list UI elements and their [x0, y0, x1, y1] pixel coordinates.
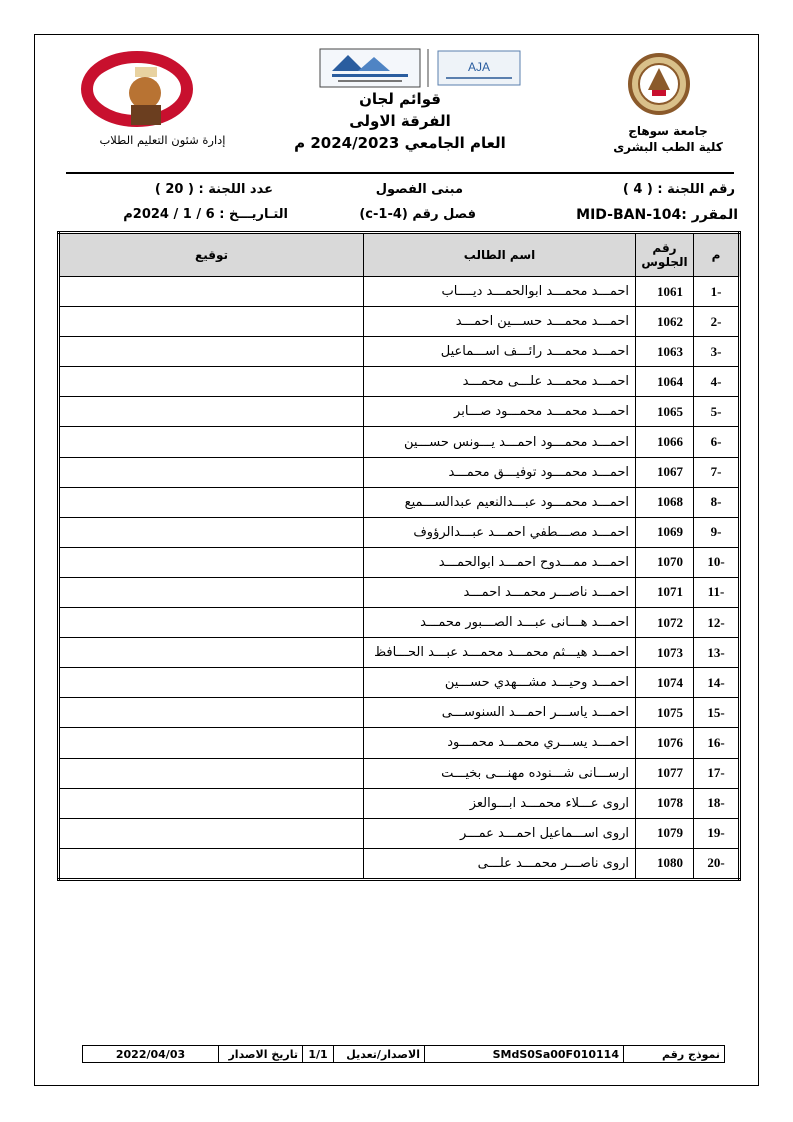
- svg-text:AJA: AJA: [467, 60, 491, 74]
- row-student-name: احمـــد محمـــود احمـــد يـــونس حســـين: [364, 427, 636, 457]
- row-signature: [59, 577, 364, 607]
- row-student-name: احمـــد هيـــثم محمـــد محمـــد عبـــد الحـــافظ: [364, 638, 636, 668]
- students-table: [57, 231, 741, 881]
- table-row: [59, 698, 740, 728]
- row-index: -5: [694, 397, 740, 427]
- row-student-name: احمـــد ممـــدوح احمـــد ابوالحمـــد: [364, 547, 636, 577]
- row-student-name: ارســـانى شـــنوده مهنـــى بخيـــت: [364, 758, 636, 788]
- row-signature: [59, 788, 364, 818]
- row-student-name: احمـــد وحيـــد مشـــهدي حســـين: [364, 668, 636, 698]
- certification-logos: [318, 47, 528, 89]
- row-seat-number: 1077: [636, 758, 694, 788]
- header-signature: توقيع: [59, 233, 364, 277]
- row-student-name: احمـــد ياســـر احمـــد السنوســـى: [364, 698, 636, 728]
- row-student-name: احمـــد محمـــود عبـــدالنعيم عبدالســـميع: [364, 487, 636, 517]
- header-index: م: [694, 233, 740, 277]
- row-signature: [59, 668, 364, 698]
- row-signature: [59, 638, 364, 668]
- row-seat-number: 1064: [636, 367, 694, 397]
- row-signature: [59, 758, 364, 788]
- form-code: SMdS0Sa00F010114: [425, 1046, 624, 1063]
- building-name: مبنى الفصول: [375, 182, 463, 197]
- row-student-name: احمـــد هـــانى عبـــد الصـــبور محمـــد: [364, 608, 636, 638]
- title-line-2: الفرقة الاولى: [349, 112, 451, 130]
- university-seal: [628, 50, 690, 118]
- row-seat-number: 1074: [636, 668, 694, 698]
- student-affairs-logo: [75, 45, 205, 130]
- row-seat-number: 1068: [636, 487, 694, 517]
- row-index: -7: [694, 457, 740, 487]
- version-label: الاصدار/تعديل: [334, 1046, 425, 1063]
- row-signature: [59, 608, 364, 638]
- row-seat-number: 1063: [636, 337, 694, 367]
- row-seat-number: 1062: [636, 307, 694, 337]
- table-row: [59, 577, 740, 607]
- row-index: -2: [694, 307, 740, 337]
- row-seat-number: 1061: [636, 277, 694, 307]
- row-student-name: احمـــد محمـــد حســـين احمـــد: [364, 307, 636, 337]
- table-row: [59, 487, 740, 517]
- row-signature: [59, 547, 364, 577]
- issue-date: 2022/04/03: [83, 1046, 219, 1063]
- row-index: -15: [694, 698, 740, 728]
- row-seat-number: 1072: [636, 608, 694, 638]
- row-student-name: احمـــد محمـــد علـــى محمـــد: [364, 367, 636, 397]
- title-line-3: العام الجامعي 2024/2023 م: [294, 134, 506, 152]
- row-index: -17: [694, 758, 740, 788]
- table-row: [59, 728, 740, 758]
- row-index: -1: [694, 277, 740, 307]
- table-row: [59, 638, 740, 668]
- row-student-name: احمـــد محمـــد رائـــف اســـماعيل: [364, 337, 636, 367]
- row-signature: [59, 698, 364, 728]
- university-name: جامعة سوهاج: [628, 124, 708, 138]
- row-signature: [59, 277, 364, 307]
- row-seat-number: 1065: [636, 397, 694, 427]
- row-signature: [59, 487, 364, 517]
- faculty-name: كلية الطب البشرى: [613, 140, 723, 154]
- table-row: [59, 758, 740, 788]
- row-index: -19: [694, 818, 740, 848]
- exam-date: التـاريـــخ : 6 / 1 / 2024م: [123, 207, 288, 222]
- table-row: [59, 457, 740, 487]
- classroom-number: فصل رقم (c-1-4): [359, 207, 476, 222]
- row-signature: [59, 848, 364, 879]
- row-student-name: اروى ناصـــر محمـــد علـــى: [364, 848, 636, 879]
- committee-count: عدد اللجنة : ( 20 ): [154, 182, 273, 197]
- table-row: [59, 668, 740, 698]
- row-seat-number: 1067: [636, 457, 694, 487]
- table-row: [59, 277, 740, 307]
- table-row: [59, 427, 740, 457]
- row-signature: [59, 337, 364, 367]
- row-signature: [59, 457, 364, 487]
- row-index: -14: [694, 668, 740, 698]
- row-student-name: اروى عـــلاء محمـــد ابـــوالعز: [364, 788, 636, 818]
- row-signature: [59, 307, 364, 337]
- row-index: -20: [694, 848, 740, 879]
- form-label: نموذج رقم: [624, 1046, 725, 1063]
- table-row: [59, 788, 740, 818]
- course-code: المقرر :MID-BAN-104: [576, 207, 738, 223]
- version-value: 1/1: [303, 1046, 334, 1063]
- row-index: -10: [694, 547, 740, 577]
- row-student-name: احمـــد محمـــود توفيـــق محمـــد: [364, 457, 636, 487]
- header-name: اسم الطالب: [364, 233, 636, 277]
- row-student-name: احمـــد محمـــد محمـــود صـــابر: [364, 397, 636, 427]
- table-row: [59, 848, 740, 879]
- row-seat-number: 1078: [636, 788, 694, 818]
- row-seat-number: 1079: [636, 818, 694, 848]
- row-signature: [59, 728, 364, 758]
- row-index: -3: [694, 337, 740, 367]
- header-seat: رقم الجلوس: [636, 233, 694, 277]
- row-index: -12: [694, 608, 740, 638]
- row-index: -9: [694, 517, 740, 547]
- row-signature: [59, 367, 364, 397]
- row-seat-number: 1071: [636, 577, 694, 607]
- row-signature: [59, 397, 364, 427]
- row-seat-number: 1076: [636, 728, 694, 758]
- row-seat-number: 1075: [636, 698, 694, 728]
- row-seat-number: 1070: [636, 547, 694, 577]
- row-student-name: احمـــد يســـري محمـــد محمـــود: [364, 728, 636, 758]
- row-student-name: اروى اســـماعيل احمـــد عمـــر: [364, 818, 636, 848]
- issue-date-label: تاريخ الاصدار: [219, 1046, 303, 1063]
- table-row: [59, 307, 740, 337]
- row-seat-number: 1066: [636, 427, 694, 457]
- table-row: [59, 818, 740, 848]
- row-signature: [59, 517, 364, 547]
- row-index: -16: [694, 728, 740, 758]
- table-row: [59, 517, 740, 547]
- table-row: [59, 547, 740, 577]
- table-header-row: [59, 233, 740, 277]
- table-row: [59, 337, 740, 367]
- row-index: -11: [694, 577, 740, 607]
- row-index: -6: [694, 427, 740, 457]
- header-separator: [66, 172, 734, 174]
- row-index: -8: [694, 487, 740, 517]
- committee-number: رقم اللجنة : ( 4 ): [622, 182, 735, 197]
- form-footer: [82, 1045, 725, 1063]
- row-signature: [59, 818, 364, 848]
- title-line-1: قوائم لجان: [359, 90, 441, 108]
- row-seat-number: 1080: [636, 848, 694, 879]
- university-block: [598, 123, 738, 155]
- row-index: -18: [694, 788, 740, 818]
- row-student-name: احمـــد محمـــد ابوالحمـــد ديــــاب: [364, 277, 636, 307]
- table-row: [59, 397, 740, 427]
- document-title-block: [290, 88, 510, 154]
- table-row: [59, 367, 740, 397]
- department-name: إدارة شئون التعليم الطلاب: [99, 133, 226, 147]
- row-student-name: احمـــد ناصـــر محمـــد احمـــد: [364, 577, 636, 607]
- row-student-name: احمـــد مصـــطفي احمـــد عبـــدالرؤوف: [364, 517, 636, 547]
- row-seat-number: 1069: [636, 517, 694, 547]
- row-index: -13: [694, 638, 740, 668]
- row-seat-number: 1073: [636, 638, 694, 668]
- table-row: [59, 608, 740, 638]
- row-signature: [59, 427, 364, 457]
- row-index: -4: [694, 367, 740, 397]
